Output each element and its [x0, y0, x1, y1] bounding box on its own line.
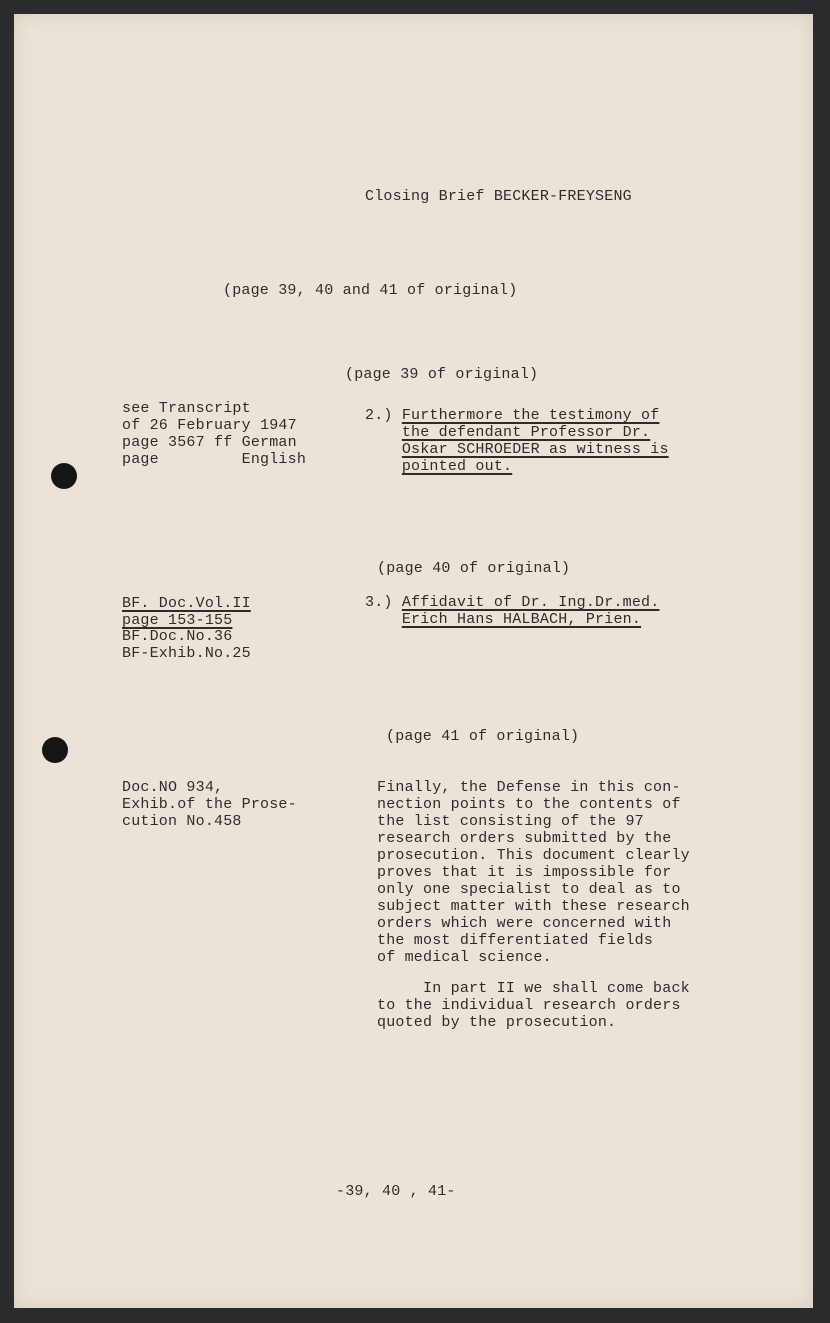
underlined-text: Oskar SCHROEDER as witness is — [401, 441, 669, 458]
ref-line: see Transcript — [122, 400, 251, 417]
ref-line: BF.Doc.No.36 — [122, 628, 233, 645]
underlined-text: Furthermore the testimony of — [401, 407, 660, 424]
document-title: Closing Brief BECKER-FREYSENG — [365, 188, 632, 205]
ref-line: Doc.NO 934, — [122, 779, 224, 796]
body-line: of medical science. — [377, 949, 552, 966]
body-line: nection points to the contents of — [377, 796, 681, 813]
body-line: proves that it is impossible for — [377, 864, 672, 881]
underlined-text: the defendant Professor Dr. — [401, 424, 651, 441]
body-line: quoted by the prosecution. — [377, 1014, 617, 1031]
item-line: 3.) Affidavit of Dr. Ing.Dr.med. — [365, 594, 660, 611]
ref-line: BF. Doc.Vol.II — [122, 595, 251, 612]
document-page — [14, 14, 813, 1308]
punch-hole-bottom — [42, 737, 68, 763]
ref-line: Exhib.of the Prose- — [122, 796, 297, 813]
body-line: only one specialist to deal as to — [377, 881, 681, 898]
ref-line: page 3567 ff German — [122, 434, 297, 451]
body-line: subject matter with these research — [377, 898, 690, 915]
underlined-text: pointed out. — [401, 458, 513, 475]
item-line: 2.) Furthermore the testimony of — [365, 407, 660, 424]
ref-line: of 26 February 1947 — [122, 417, 297, 434]
page-41-label: (page 41 of original) — [386, 728, 580, 745]
body-line: the list consisting of the 97 — [377, 813, 644, 830]
ref-line: page 153-155 — [122, 612, 233, 629]
page-40-label: (page 40 of original) — [377, 560, 571, 577]
body-line: In part II we shall come back — [377, 980, 690, 997]
document-subtitle: (page 39, 40 and 41 of original) — [223, 282, 518, 299]
page-number: -39, 40 , 41- — [336, 1183, 456, 1200]
punch-hole-top — [51, 463, 77, 489]
item-line — [365, 424, 650, 441]
item-line — [365, 458, 512, 475]
ref-line: cution No.458 — [122, 813, 242, 830]
body-line: to the individual research orders — [377, 997, 681, 1014]
body-line: the most differentiated fields — [377, 932, 654, 949]
body-line: prosecution. This document clearly — [377, 847, 690, 864]
ref-line: BF-Exhib.No.25 — [122, 645, 251, 662]
page-39-label: (page 39 of original) — [345, 366, 539, 383]
body-line: research orders submitted by the — [377, 830, 672, 847]
item-line — [365, 611, 641, 628]
item-line — [365, 441, 669, 458]
underlined-text: Erich Hans HALBACH, Prien. — [401, 611, 642, 628]
ref-line: page English — [122, 451, 307, 468]
body-line: orders which were concerned with — [377, 915, 672, 932]
underlined-text: Affidavit of Dr. Ing.Dr.med. — [401, 594, 660, 611]
body-line: Finally, the Defense in this con- — [377, 779, 681, 796]
